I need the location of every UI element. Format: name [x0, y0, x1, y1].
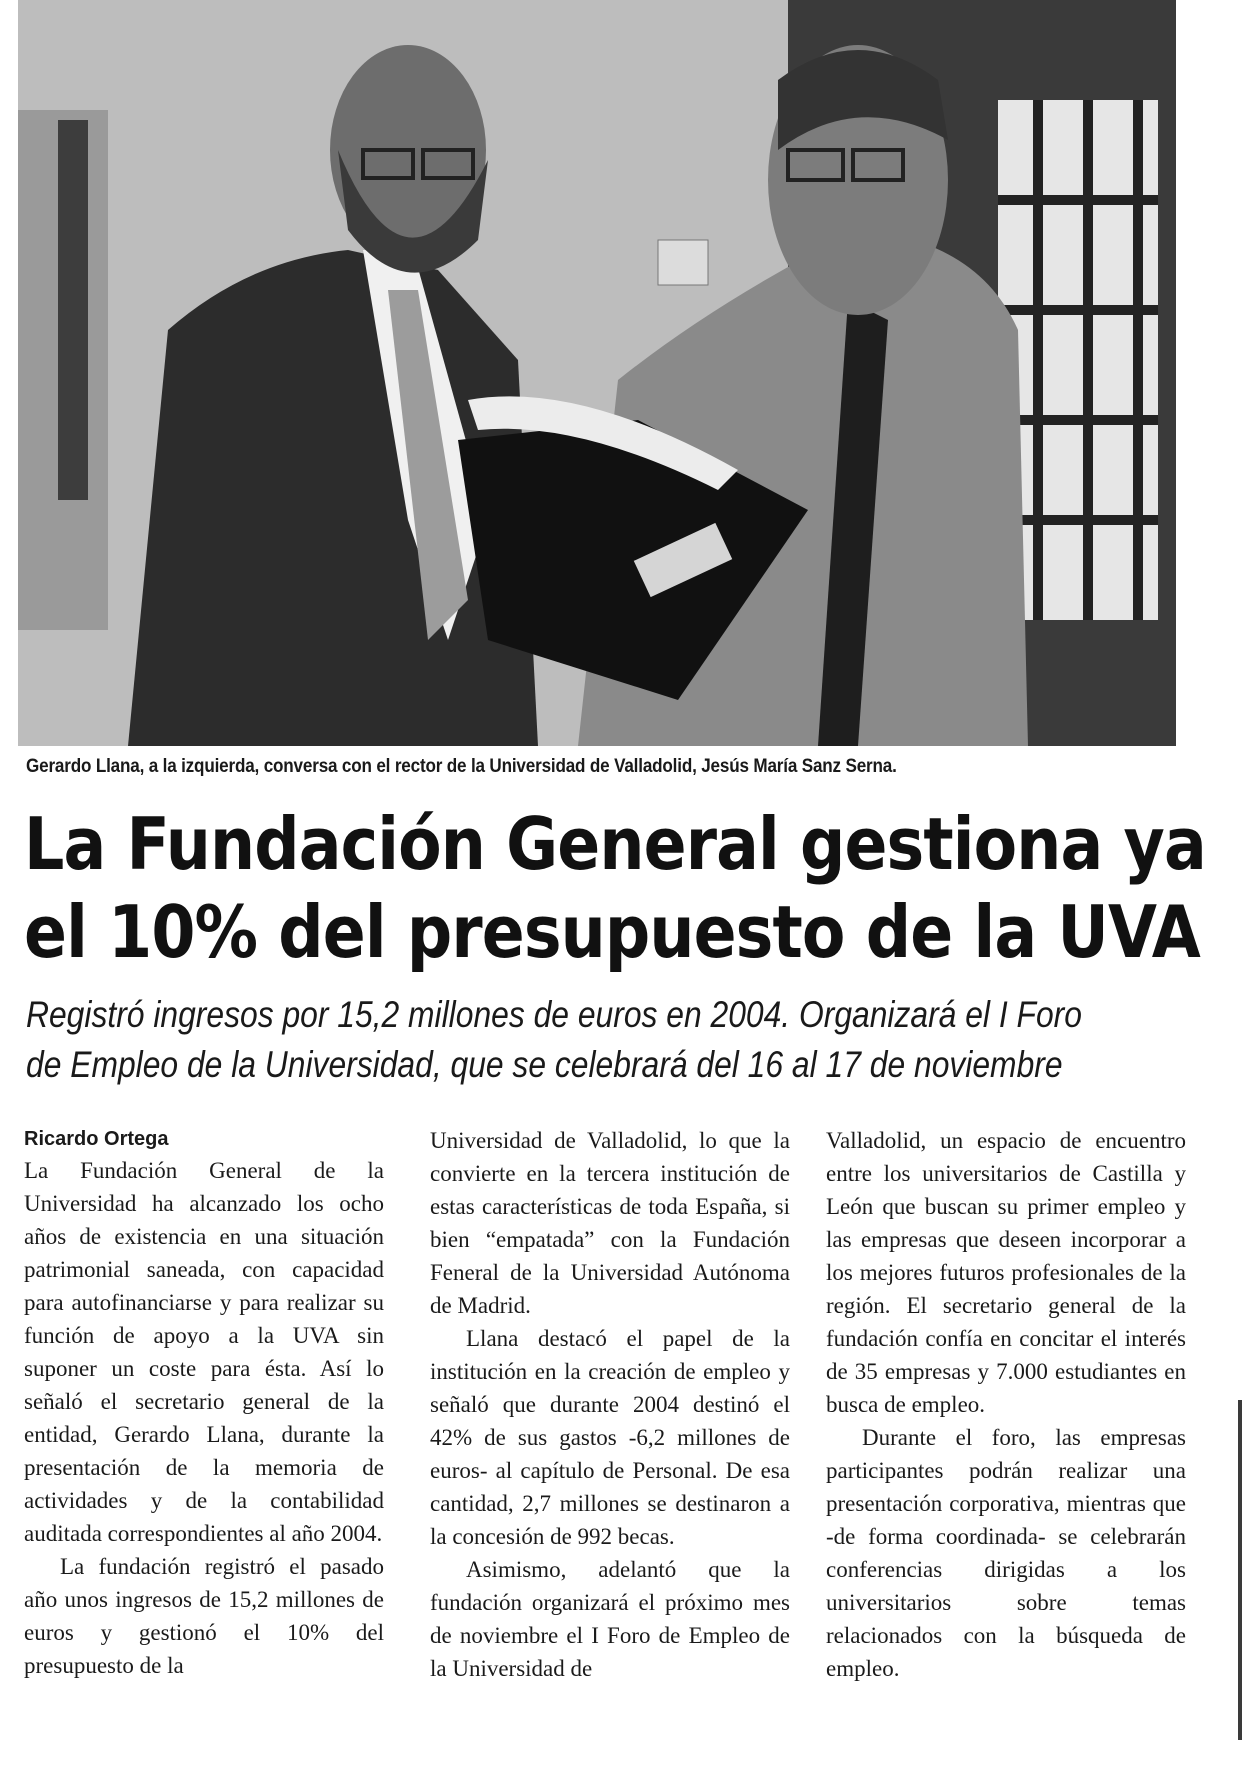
headline [24, 800, 1206, 976]
paragraph: Llana destacó el papel de la institución en la creación de empleo y señaló que durante 2004 destinó el 42% de sus gastos -6,2 millones de euros- al capítulo de Personal. De esa cantidad, 2,7 millones se destinaron a la concesión de 992 becas. [430, 1326, 790, 1549]
page-edge-rule [1238, 1400, 1242, 1740]
byline: Ricardo Ortega [24, 1128, 169, 1150]
subheadline-line-2: de Empleo de la Universidad, que se celebrará del 16 al 17 de noviembre [26, 1044, 1063, 1085]
paragraph: Universidad de Valladolid, lo que la convierte en la tercera institución de estas características de toda España, si bien “empatada” con la Fundación Feneral de la Universidad Autónoma de Madrid. [430, 1128, 790, 1318]
article-column-3 [826, 1124, 1186, 1685]
photo-illustration [18, 0, 1176, 746]
article-column-2 [430, 1124, 790, 1685]
paragraph: La Fundación General de la Universidad ha alcanzado los ocho años de existencia en una situación patrimonial saneada, con capacidad para autofinanciarse y para realizar su función de apoyo a la UVA sin suponer un coste para ésta. Así lo señaló el secretario general de la entidad, Gerardo Llana, durante la presentación de la memoria de actividades y de la contabilidad auditada correspondientes al año 2004. [24, 1158, 384, 1546]
paragraph: La fundación registró el pasado año unos ingresos de 15,2 millones de euros y gestionó el 10% del presupuesto de la [24, 1554, 384, 1678]
news-photo [18, 0, 1176, 746]
photo-caption: Gerardo Llana, a la izquierda, conversa con el rector de la Universidad de Valladolid, Jesús María Sanz Serna. [26, 756, 897, 777]
headline-line-2: el 10% del presupuesto de la UVA [24, 890, 1200, 974]
paragraph: Durante el foro, las empresas participantes podrán realizar una presentación corporativa, mientras que -de forma coordinada- se celebrarán conferencias dirigidas a los universitarios sobre temas relacionados con la búsqueda de empleo. [826, 1425, 1186, 1681]
subheadline [26, 990, 1101, 1090]
article-column-1 [24, 1124, 384, 1682]
headline-line-1: La Fundación General gestiona ya [24, 802, 1206, 886]
subheadline-line-1: Registró ingresos por 15,2 millones de euros en 2004. Organizará el I Foro [26, 994, 1082, 1035]
paragraph: Asimismo, adelantó que la fundación organizará el próximo mes de noviembre el I Foro de Empleo de la Universidad de [430, 1557, 790, 1681]
paragraph: Valladolid, un espacio de encuentro entre los universitarios de Castilla y León que buscan su primer empleo y las empresas que deseen incorporar a los mejores futuros profesionales de la región. El secretario general de la fundación confía en concitar el interés de 35 empresas y 7.000 estudiantes en busca de empleo. [826, 1128, 1186, 1417]
